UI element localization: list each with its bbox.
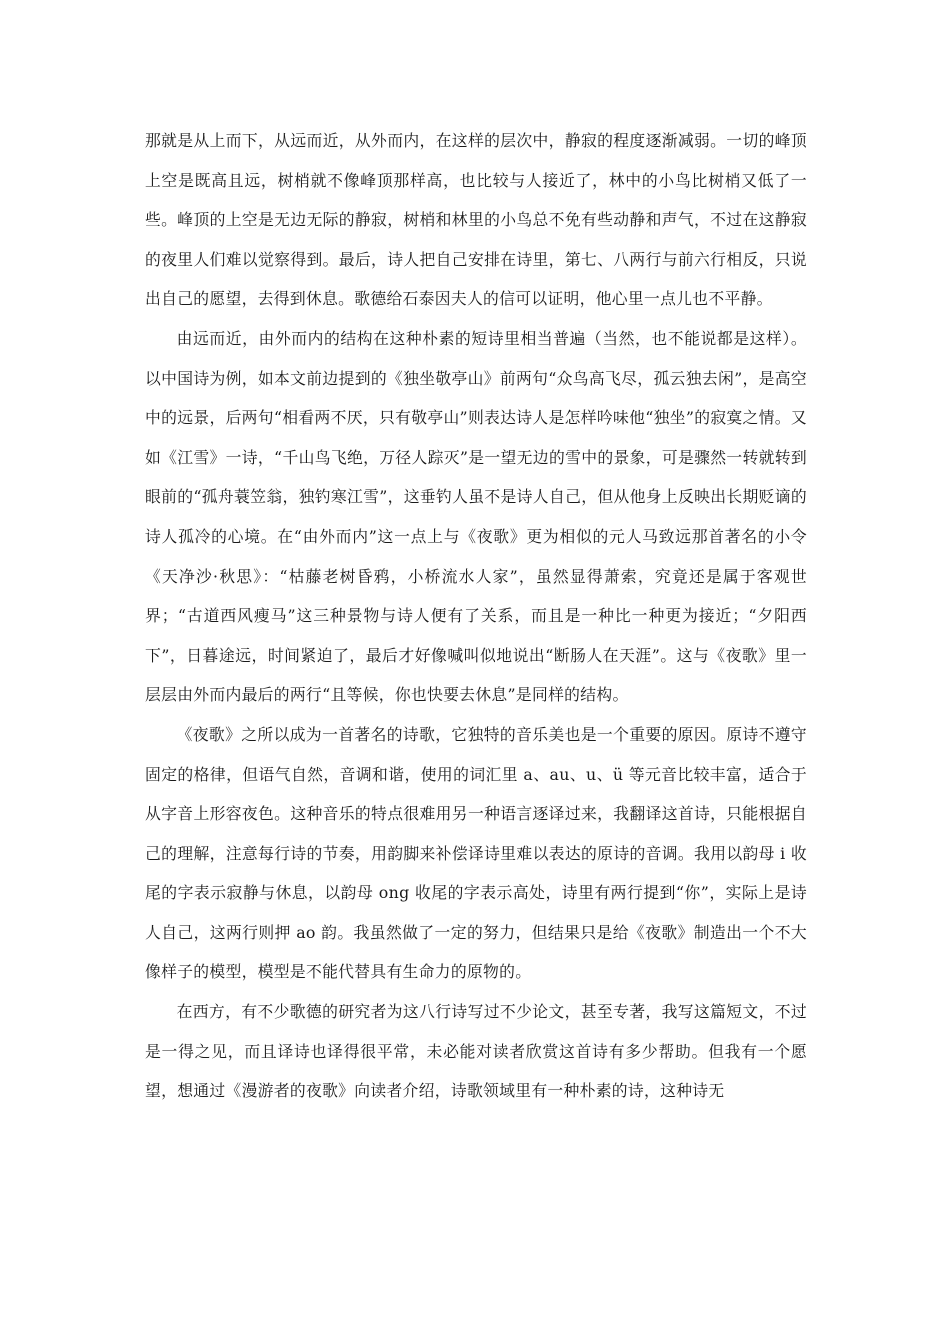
document-body [145, 121, 807, 1111]
paragraph-4: 在西方，有不少歌德的研究者为这八行诗写过不少论文，甚至专著，我写这篇短文，不过是一得之见，而且译诗也译得很平常，未必能对读者欣赏这首诗有多少帮助。但我有一个愿望，想通过《漫游者的夜歌》向读者介绍，诗歌领域里有一种朴素的诗，这种诗无 [145, 1002, 807, 1101]
paragraph-1: 那就是从上而下，从远而近，从外而内，在这样的层次中，静寂的程度逐渐减弱。一切的峰顶上空是既高且远，树梢就不像峰顶那样高，也比较与人接近了，林中的小鸟比树梢又低了一些。峰顶的上空是无边无际的静寂，树梢和林里的小鸟总不免有些动静和声气，不过在这静寂的夜里人们难以觉察得到。最后，诗人把自己安排在诗里，第七、八两行与前六行相反，只说出自己的愿望，去得到休息。歌德给石泰因夫人的信可以证明，他心里一点儿也不平静。 [145, 131, 807, 309]
paragraph-3: 《夜歌》之所以成为一首著名的诗歌，它独特的音乐美也是一个重要的原因。原诗不遵守固定的格律，但语气自然，音调和谐，使用的词汇里 a、au、u、ü 等元音比较丰富，适合于从字音上形容夜色。这种音乐的特点很难用另一种语言逐译过来，我翻译这首诗，只能根据自己的理解，注意每行诗的节奏，用韵脚来补偿译诗里难以表达的原诗的音调。我用以韵母 i 收尾的字表示寂静与休息，以韵母 ong 收尾的字表示高处，诗里有两行提到“你”，实际上是诗人自己，这两行则押 ao 韵。我虽然做了一定的努力，但结果只是给《夜歌》制造出一个不大像样子的模型，模型是不能代替具有生命力的原物的。 [145, 724, 807, 982]
paragraph-2: 由远而近，由外而内的结构在这种朴素的短诗里相当普遍（当然，也不能说都是这样）。以中国诗为例，如本文前边提到的《独坐敬亭山》前两句“众鸟高飞尽，孤云独去闲”，是高空中的远景，后两句“相看两不厌，只有敬亭山”则表达诗人是怎样吟味他“独坐”的寂寞之情。又如《江雪》一诗，“千山鸟飞绝，万径人踪灭”是一望无边的雪中的景象，可是骤然一转就转到眼前的“孤舟蓑笠翁，独钓寒江雪”，这垂钓人虽不是诗人自己，但从他身上反映出长期贬谪的诗人孤冷的心境。在“由外而内”这一点上与《夜歌》更为相似的元人马致远那首著名的小令《天净沙·秋思》：“枯藤老树昏鸦，小桥流水人家”，虽然显得萧索，究竟还是属于客观世界；“古道西风瘦马”这三种景物与诗人便有了关系，而且是一种比一种更为接近；“夕阳西下”，日暮途远，时间紧迫了，最后才好像喊叫似地说出“断肠人在天涯”。这与《夜歌》里一层层由外而内最后的两行“且等候，你也快要去休息”是同样的结构。 [145, 328, 807, 705]
